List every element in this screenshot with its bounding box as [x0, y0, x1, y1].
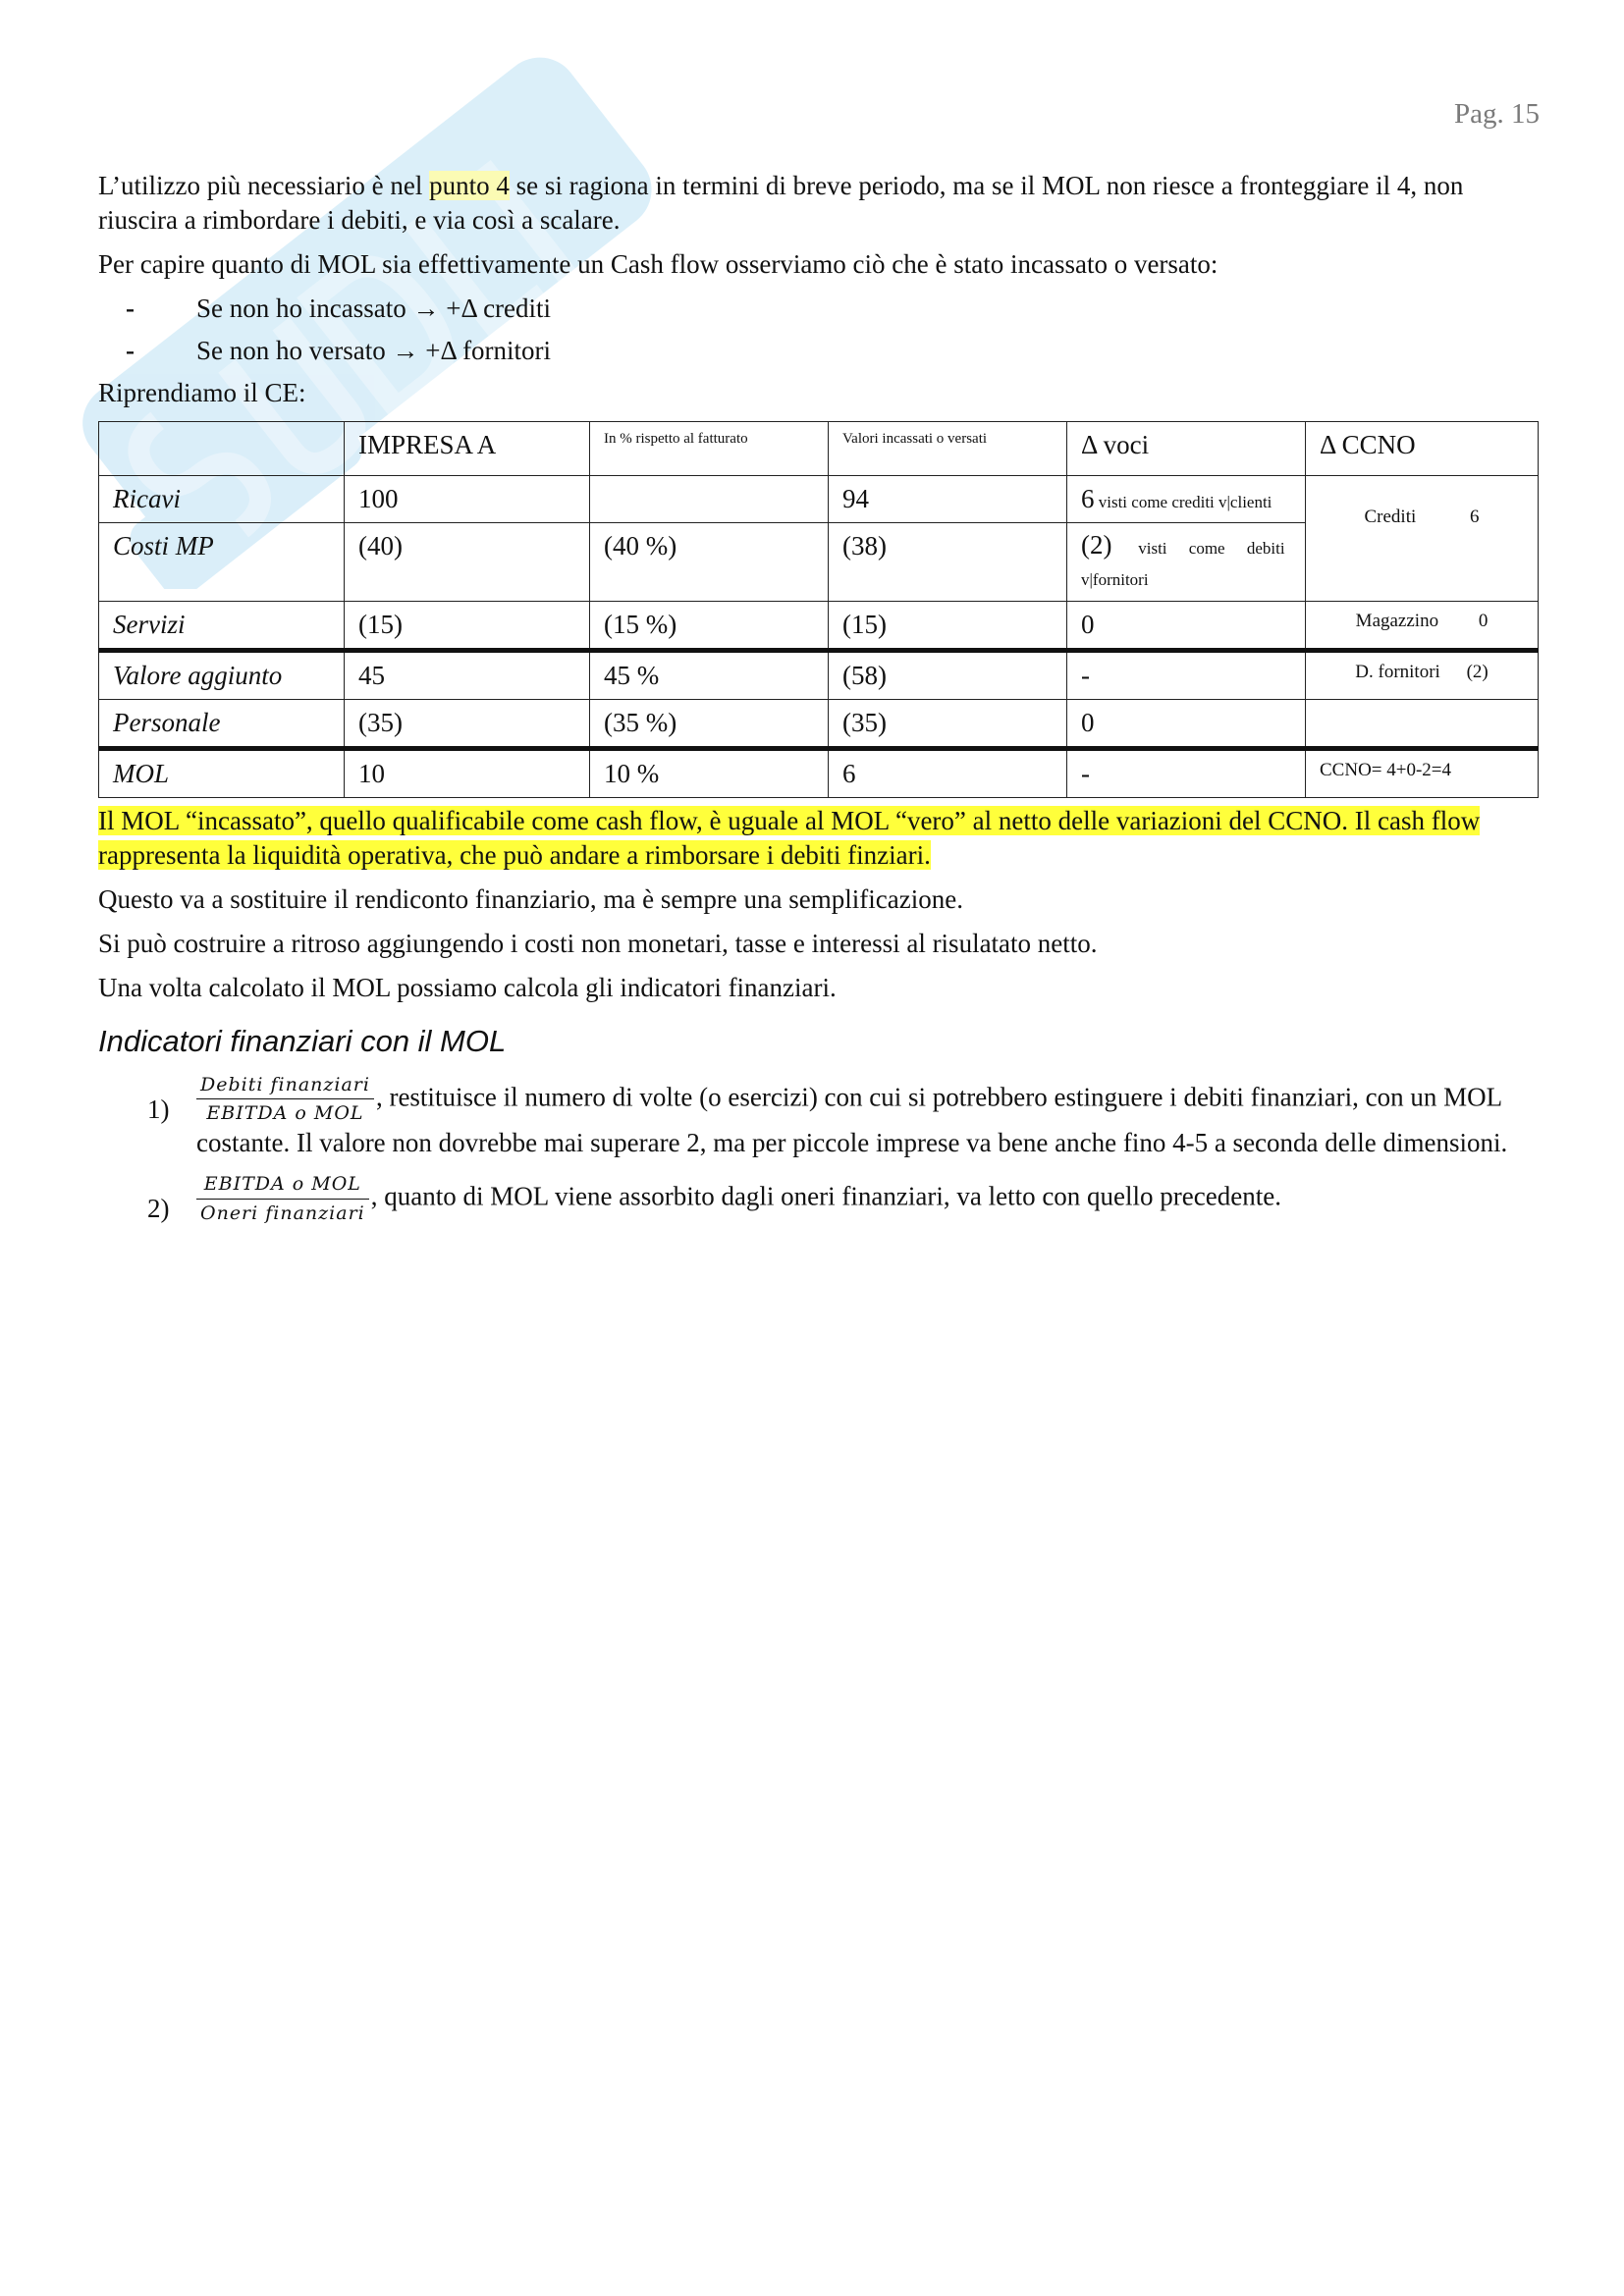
table-row [99, 601, 1539, 650]
ccno-magazzino-cell: Magazzino 0 [1306, 601, 1539, 650]
table-cell: (15) [345, 601, 590, 650]
table-cell: (2) visti come debiti v|fornitori [1067, 522, 1306, 601]
table-cell: (38) [829, 522, 1067, 601]
list-item: - Se non ho incassato → +Δ crediti [126, 294, 552, 324]
table-cell: - [1067, 748, 1306, 797]
ccno-crediti-cell: Crediti 6 [1306, 475, 1539, 601]
fraction: $\frac{\text{EBITDA o MOL}}{\text{Oneri finanziari}}$ [196, 1172, 369, 1225]
table-cell: (35 %) [590, 699, 829, 748]
paragraph-ritroso: Si può costruire a ritroso aggiungendo i costi non monetari, tasse e interessi al risulatato netto. [98, 929, 1098, 959]
table-row [99, 475, 1539, 522]
table-header-cell [99, 421, 345, 475]
fraction: $\frac{\text{Debiti finanziari}}{\text{EBITDA o MOL}}$ [196, 1073, 374, 1126]
table-row [99, 748, 1539, 797]
table-cell: - [1067, 650, 1306, 699]
section-heading: Indicatori finanziari con il MOL [98, 1023, 507, 1058]
paragraph-indicatori: Una volta calcolato il MOL possiamo calcola gli indicatori finanziari. [98, 973, 837, 1003]
table-cell: 6 [829, 748, 1067, 797]
page-number: Pag. 15 [1454, 98, 1540, 130]
table-cell: 0 [1067, 601, 1306, 650]
page-content [98, 169, 1538, 1238]
paragraph-ce: Riprendiamo il CE: [98, 378, 306, 408]
ccno-fornitori-cell: D. fornitori (2) [1306, 650, 1539, 699]
table-cell: 10 [345, 748, 590, 797]
paragraph-highlighted: Il MOL “incassato”, quello qualificabile come cash flow, è uguale al MOL “vero” al netto delle variazioni del CCNO. Il cash flow rappresenta la liquidità operativa, che può andare a rimborsare i debiti finziari. [98, 806, 1481, 871]
table-cell: 45 % [590, 650, 829, 699]
table-cell: 0 [1067, 699, 1306, 748]
indicator-item: 2) $\frac{\text{EBITDA o MOL}}{\text{Oneri finanziari}}$ , quanto di MOL viene assorbito dagli oneri finanziari, va letto con quello precedente. [147, 1173, 1281, 1224]
table-header-row [99, 421, 1539, 475]
table-cell: (58) [829, 650, 1067, 699]
row-label: Valore aggiunto [99, 650, 345, 699]
table-cell [590, 475, 829, 522]
table-cell: (15 %) [590, 601, 829, 650]
row-label: Servizi [99, 601, 345, 650]
row-label: MOL [99, 748, 345, 797]
table-cell [1306, 699, 1539, 748]
table-cell: 100 [345, 475, 590, 522]
paragraph-cash-flow: Per capire quanto di MOL sia effettivamente un Cash flow osserviamo ciò che è stato incassato o versato: [98, 249, 1218, 280]
paragraph-intro: L’utilizzo più necessiario è nel punto 4 se si ragiona in termini di breve periodo, ma se il MOL non riesce a fronteggiare il 4, non riuscira a rimbordare i debiti, e via così a scalare. [98, 171, 1464, 236]
ccno-total-cell: CCNO= 4+0-2=4 [1306, 748, 1539, 797]
table-cell: 6 visti come crediti v|clienti [1067, 475, 1306, 522]
paragraph-rendiconto: Questo va a sostituire il rendiconto finanziario, ma è sempre una semplificazione. [98, 884, 963, 915]
table-row [99, 650, 1539, 699]
table-cell: (35) [345, 699, 590, 748]
list-item: - Se non ho versato → +Δ fornitori [126, 336, 552, 366]
table-cell: (40 %) [590, 522, 829, 601]
table-header-cell: Δ CCNO [1306, 421, 1539, 475]
indicator-item: 1) $\frac{\text{Debiti finanziari}}{\text{EBITDA o MOL}}$ , restituisce il numero di volte (o esercizi) con cui si potrebbero estinguere i debiti finanziari, con un MOL costante. Il valore non dovrebbe mai superare 2, ma per piccole imprese va bene anche fino 4-5 a seconda delle dimensioni. [147, 1073, 1508, 1158]
ce-table [98, 421, 1539, 798]
table-cell: 45 [345, 650, 590, 699]
row-label: Ricavi [99, 475, 345, 522]
table-header-cell: Δ voci [1067, 421, 1306, 475]
table-cell: 10 % [590, 748, 829, 797]
row-label: Costi MP [99, 522, 345, 601]
table-cell: (35) [829, 699, 1067, 748]
bullet-list [98, 292, 1538, 368]
highlighted-phrase: punto 4 [429, 171, 510, 200]
table-row [99, 699, 1539, 748]
table-header-cell: Valori incassati o versati [829, 421, 1067, 475]
table-cell: 94 [829, 475, 1067, 522]
table-header-cell: In % rispetto al fatturato [590, 421, 829, 475]
table-cell: (15) [829, 601, 1067, 650]
table-cell: (40) [345, 522, 590, 601]
row-label: Personale [99, 699, 345, 748]
table-header-cell: IMPRESA A [345, 421, 590, 475]
